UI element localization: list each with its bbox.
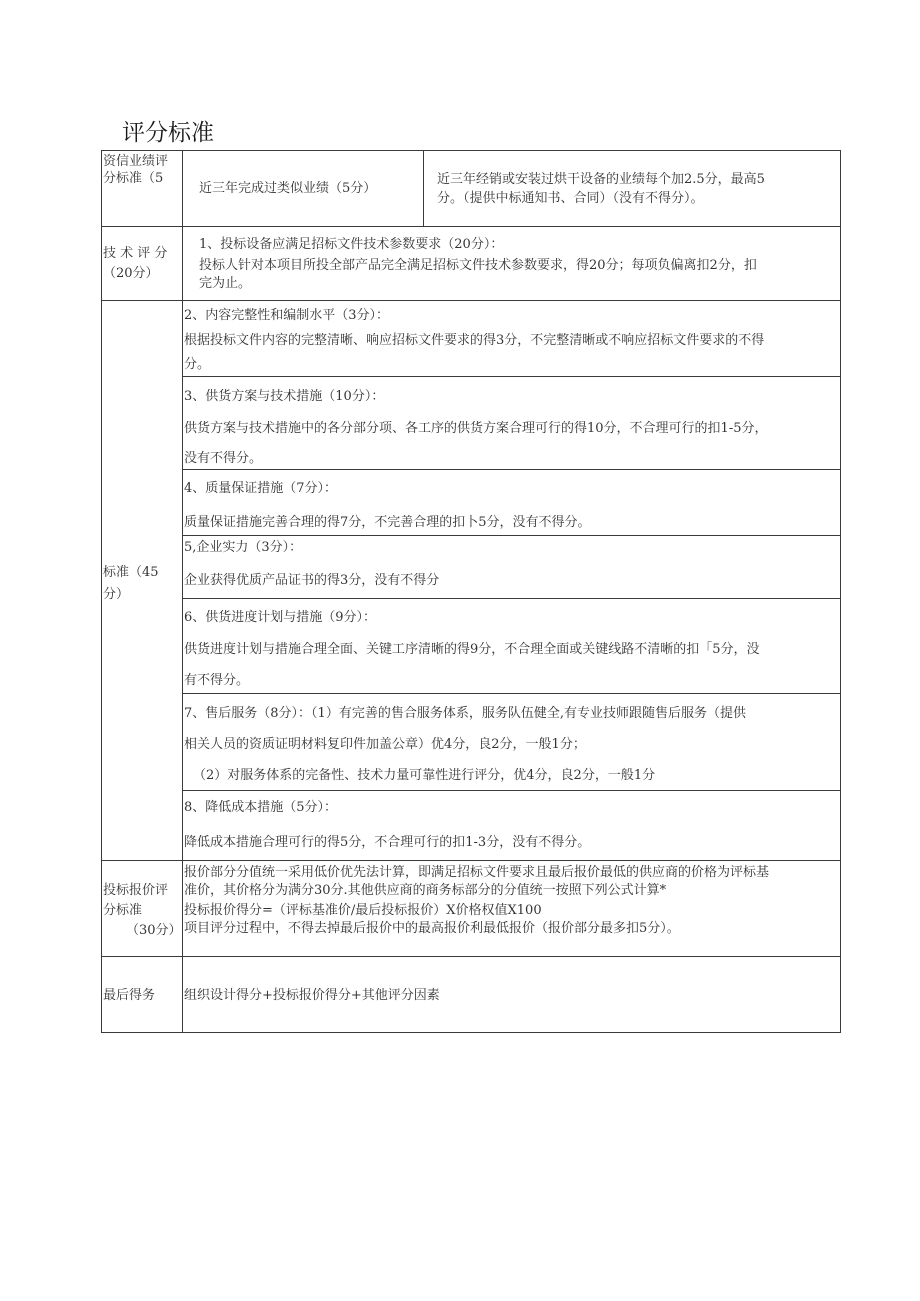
table-border-bottom [101,1032,841,1033]
column-divider [423,150,424,227]
performance-description: 近三年经销或安装过烘干设备的业绩每个加2.5分，最高5 [437,172,765,187]
criterion-text: 没有不得分。 [184,451,263,466]
standard-label: 标准（45 [103,565,159,580]
row-divider [101,300,841,301]
row-divider [101,226,841,227]
criterion-text: 企业获得优质产品证书的得3分，没有不得分 [184,573,440,588]
price-description: 报价部分分值统一采用低价优先法计算，即满足招标文件要求且最后报价最低的供应商的价格为评标基 [184,865,770,880]
criterion-title: 5,企业实力（3分）： [184,540,303,555]
technical-description: 投标人针对本项目所投全部产品完全满足招标文件技术参数要求，得20分；每项负偏离扣2分，扣 [199,258,757,273]
criterion-text: 供货方案与技术措施中的各分部分项、各工序的供货方案合理可行的得10分，不合理可行的扣1-5分， [184,421,768,436]
cell-divider [182,598,841,599]
table-border-top [101,150,841,151]
price-description: 投标报价得分=（评标基准价/最后投标报价）X价格权值X100 [184,903,542,918]
criterion-title: 2、内容完整性和编制水平（3分）： [184,308,390,323]
criterion-text: 相关人员的资质证明材料复印件加盖公章）优4分，良2分，一般1分； [184,737,586,752]
price-label: （30分） [126,923,182,938]
cell-divider [182,469,841,470]
cell-divider [182,693,841,694]
technical-label: （20分） [103,266,159,281]
performance-label: 分标准（5 [103,171,164,186]
criterion-title: 8、降低成本措施（5分）： [184,800,338,815]
criterion-text: 质量保证措施完善合理的得7分，不完善合理的扣卜5分，没有不得分。 [184,515,591,530]
price-description: 准价，其价格分为满分30分.其他供应商的商务标部分的分值统一按照下列公式计算* [184,883,667,898]
criterion-text: 有不得分。 [184,673,250,688]
cell-divider [182,535,841,536]
technical-description: 完为止。 [199,276,252,291]
criterion-title: 7、售后服务（8分）：（1）有完善的售合服务体系，服务队伍健全,有专业技师跟随售后服务（提供 [184,706,746,721]
row-divider [101,860,841,861]
cell-divider [182,790,841,791]
criterion-text: 分。 [184,357,211,372]
technical-label: 技 术 评 分 [103,246,168,261]
criterion-text: 供货进度计划与措施合理全面、关键工序清晰的得9分，不合理全面或关键线路不清晰的扣「5分，没 [184,642,760,657]
column-divider [182,150,183,1033]
criterion-title: 6、供货进度计划与措施（9分）： [184,610,377,625]
technical-description: 1、投标设备应满足招标文件技术参数要求（20分）： [199,237,504,252]
performance-description: 分。（提供中标通知书、合同）（没有不得分）。 [437,191,704,206]
row-divider [101,956,841,957]
table-border-right [840,150,841,1033]
price-label: 投标报价评 [103,883,169,898]
criterion-title: 3、供货方案与技术措施（10分）： [184,389,385,404]
standard-label: 分） [103,587,130,602]
final-content: 组织设计得分+投标报价得分+其他评分因素 [184,988,440,1003]
cell-divider [182,376,841,377]
performance-label: 资信业绩评 [103,154,169,169]
performance-item: 近三年完成过类似业绩（5分） [199,181,377,196]
table-border-left [101,150,102,1033]
final-label: 最后得务 [103,988,156,1003]
price-label: 分标准 [103,903,143,918]
page-title: 评分标准 [122,120,214,146]
criterion-text: （2）对服务体系的完备性、技术力量可靠性进行评分，优4分，良2分，一般1分 [193,768,656,783]
criterion-title: 4、质量保证措施（7分）： [184,481,338,496]
criterion-text: 根据投标文件内容的完整清晰、响应招标文件要求的得3分，不完整清晰或不响应招标文件要求的不得 [184,333,765,348]
price-description: 项目评分过程中，不得去掉最后报价中的最高报价利最低报价（报价部分最多扣5分）。 [184,921,680,936]
criterion-text: 降低成本措施合理可行的得5分，不合理可行的扣1-3分，没有不得分。 [184,835,591,850]
